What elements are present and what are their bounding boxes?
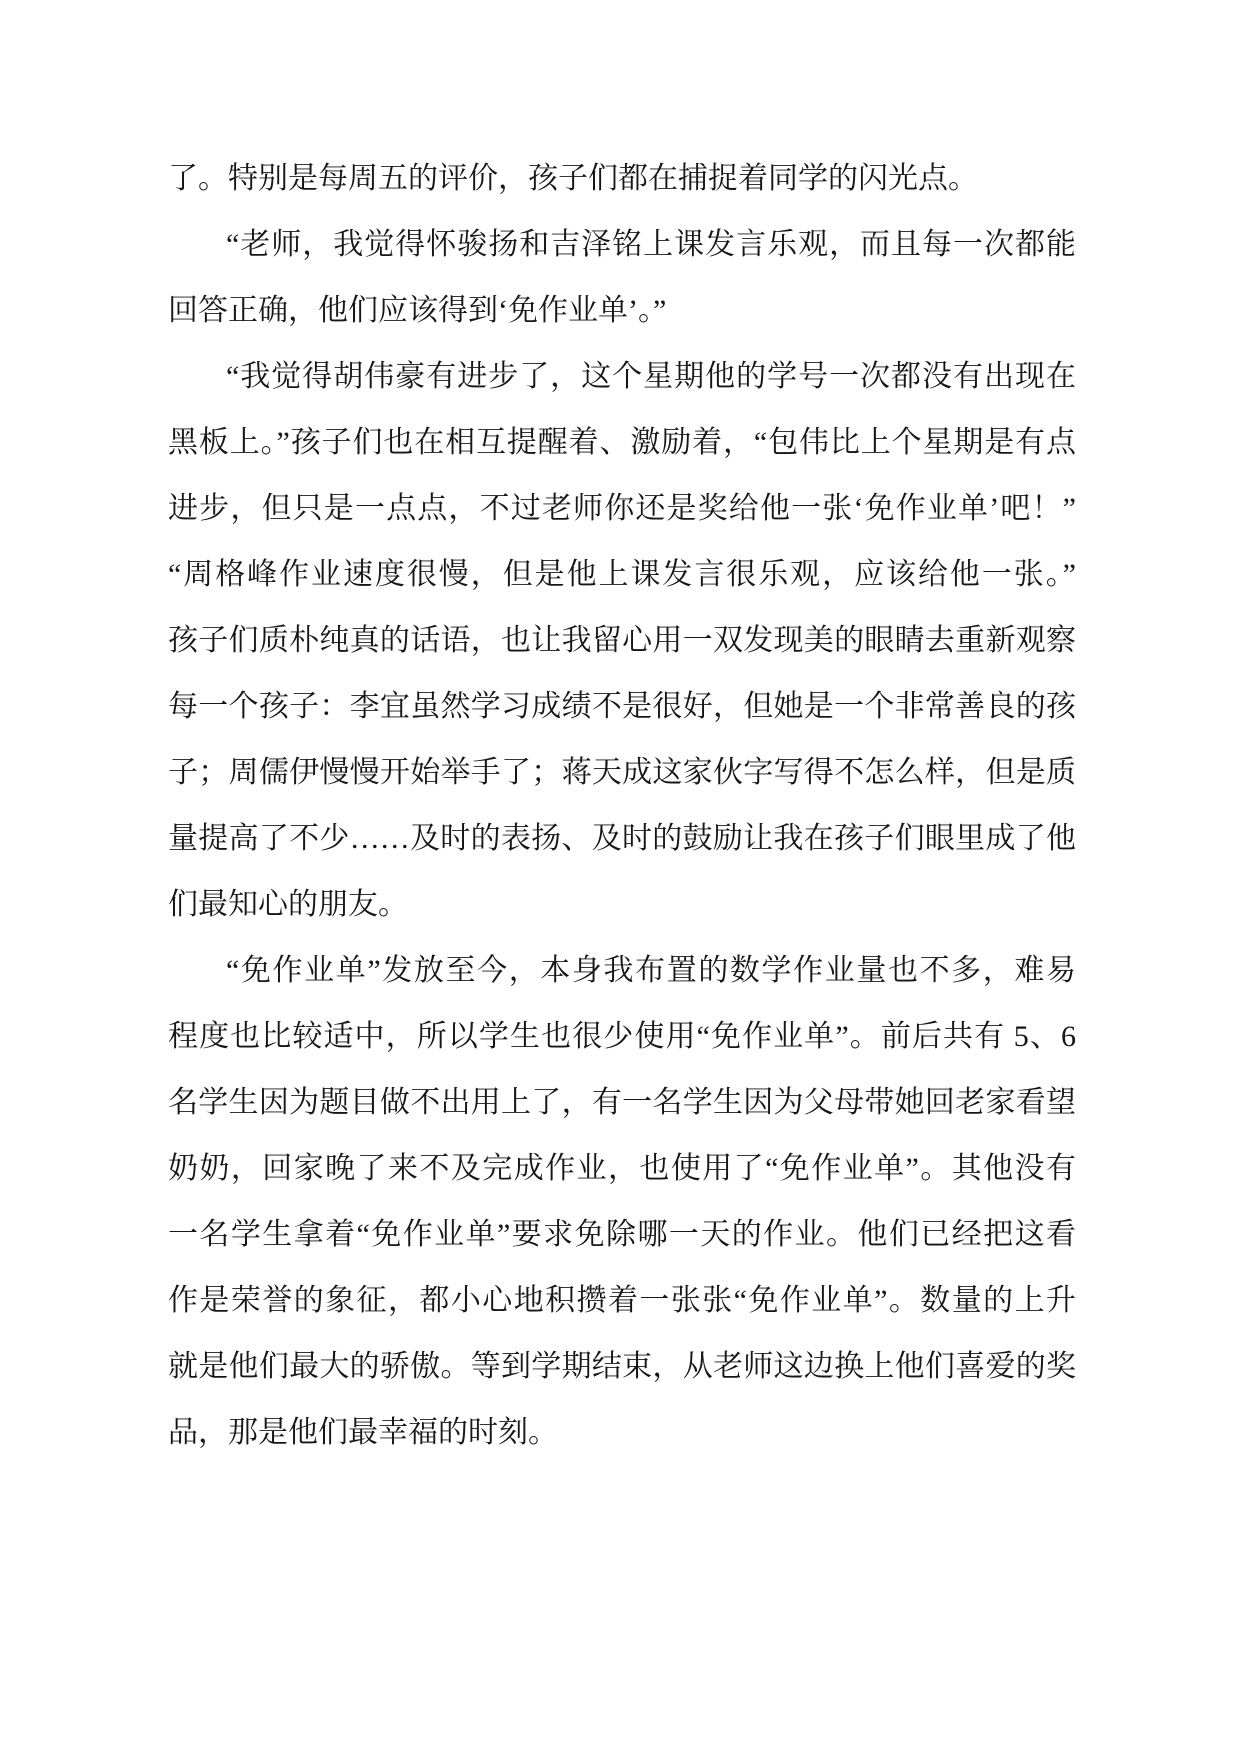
text-line: 了。特别是每周五的评价，孩子们都在捕捉着同学的闪光点。 xyxy=(168,162,978,195)
text-line: 品，那是他们最幸福的时刻。 xyxy=(168,1416,558,1449)
text-line: “免作业单”发放至今，本身我布置的数学作业量也不多，难易 xyxy=(226,954,1076,987)
text-line: 奶奶，回家晚了来不及完成作业，也使用了“免作业单”。其他没有 xyxy=(168,1152,1076,1185)
text-line: “老师，我觉得怀骏扬和吉泽铭上课发言乐观，而且每一次都能 xyxy=(226,228,1076,261)
text-line: 就是他们最大的骄傲。等到学期结束，从老师这边换上他们喜爱的奖 xyxy=(168,1350,1076,1383)
text-line: 量提高了不少……及时的表扬、及时的鼓励让我在孩子们眼里成了他 xyxy=(168,822,1076,855)
text-line: 作是荣誉的象征，都小心地积攒着一张张“免作业单”。数量的上升 xyxy=(168,1284,1076,1317)
text-line: “我觉得胡伟豪有进步了，这个星期他的学号一次都没有出现在 xyxy=(226,360,1076,393)
text-line: “周格峰作业速度很慢，但是他上课发言很乐观，应该给他一张。” xyxy=(168,558,1076,591)
document-body xyxy=(168,146,1076,1466)
text-line: 回答正确，他们应该得到‘免作业单’。” xyxy=(168,294,667,327)
text-line: 们最知心的朋友。 xyxy=(168,888,408,921)
text-line: 孩子们质朴纯真的话语，也让我留心用一双发现美的眼睛去重新观察 xyxy=(168,624,1076,657)
text-line: 进步，但只是一点点，不过老师你还是奖给他一张‘免作业单’吧！” xyxy=(168,492,1076,525)
text-line: 名学生因为题目做不出用上了，有一名学生因为父母带她回老家看望 xyxy=(168,1086,1076,1119)
text-line: 程度也比较适中，所以学生也很少使用“免作业单”。前后共有 5、6 xyxy=(168,1020,1076,1053)
text-line: 每一个孩子：李宜虽然学习成绩不是很好，但她是一个非常善良的孩 xyxy=(168,690,1076,723)
text-line: 黑板上。”孩子们也在相互提醒着、激励着，“包伟比上个星期是有点 xyxy=(168,426,1076,459)
text-line: 一名学生拿着“免作业单”要求免除哪一天的作业。他们已经把这看 xyxy=(168,1218,1076,1251)
text-line: 子；周儒伊慢慢开始举手了；蒋天成这家伙字写得不怎么样，但是质 xyxy=(168,756,1076,789)
